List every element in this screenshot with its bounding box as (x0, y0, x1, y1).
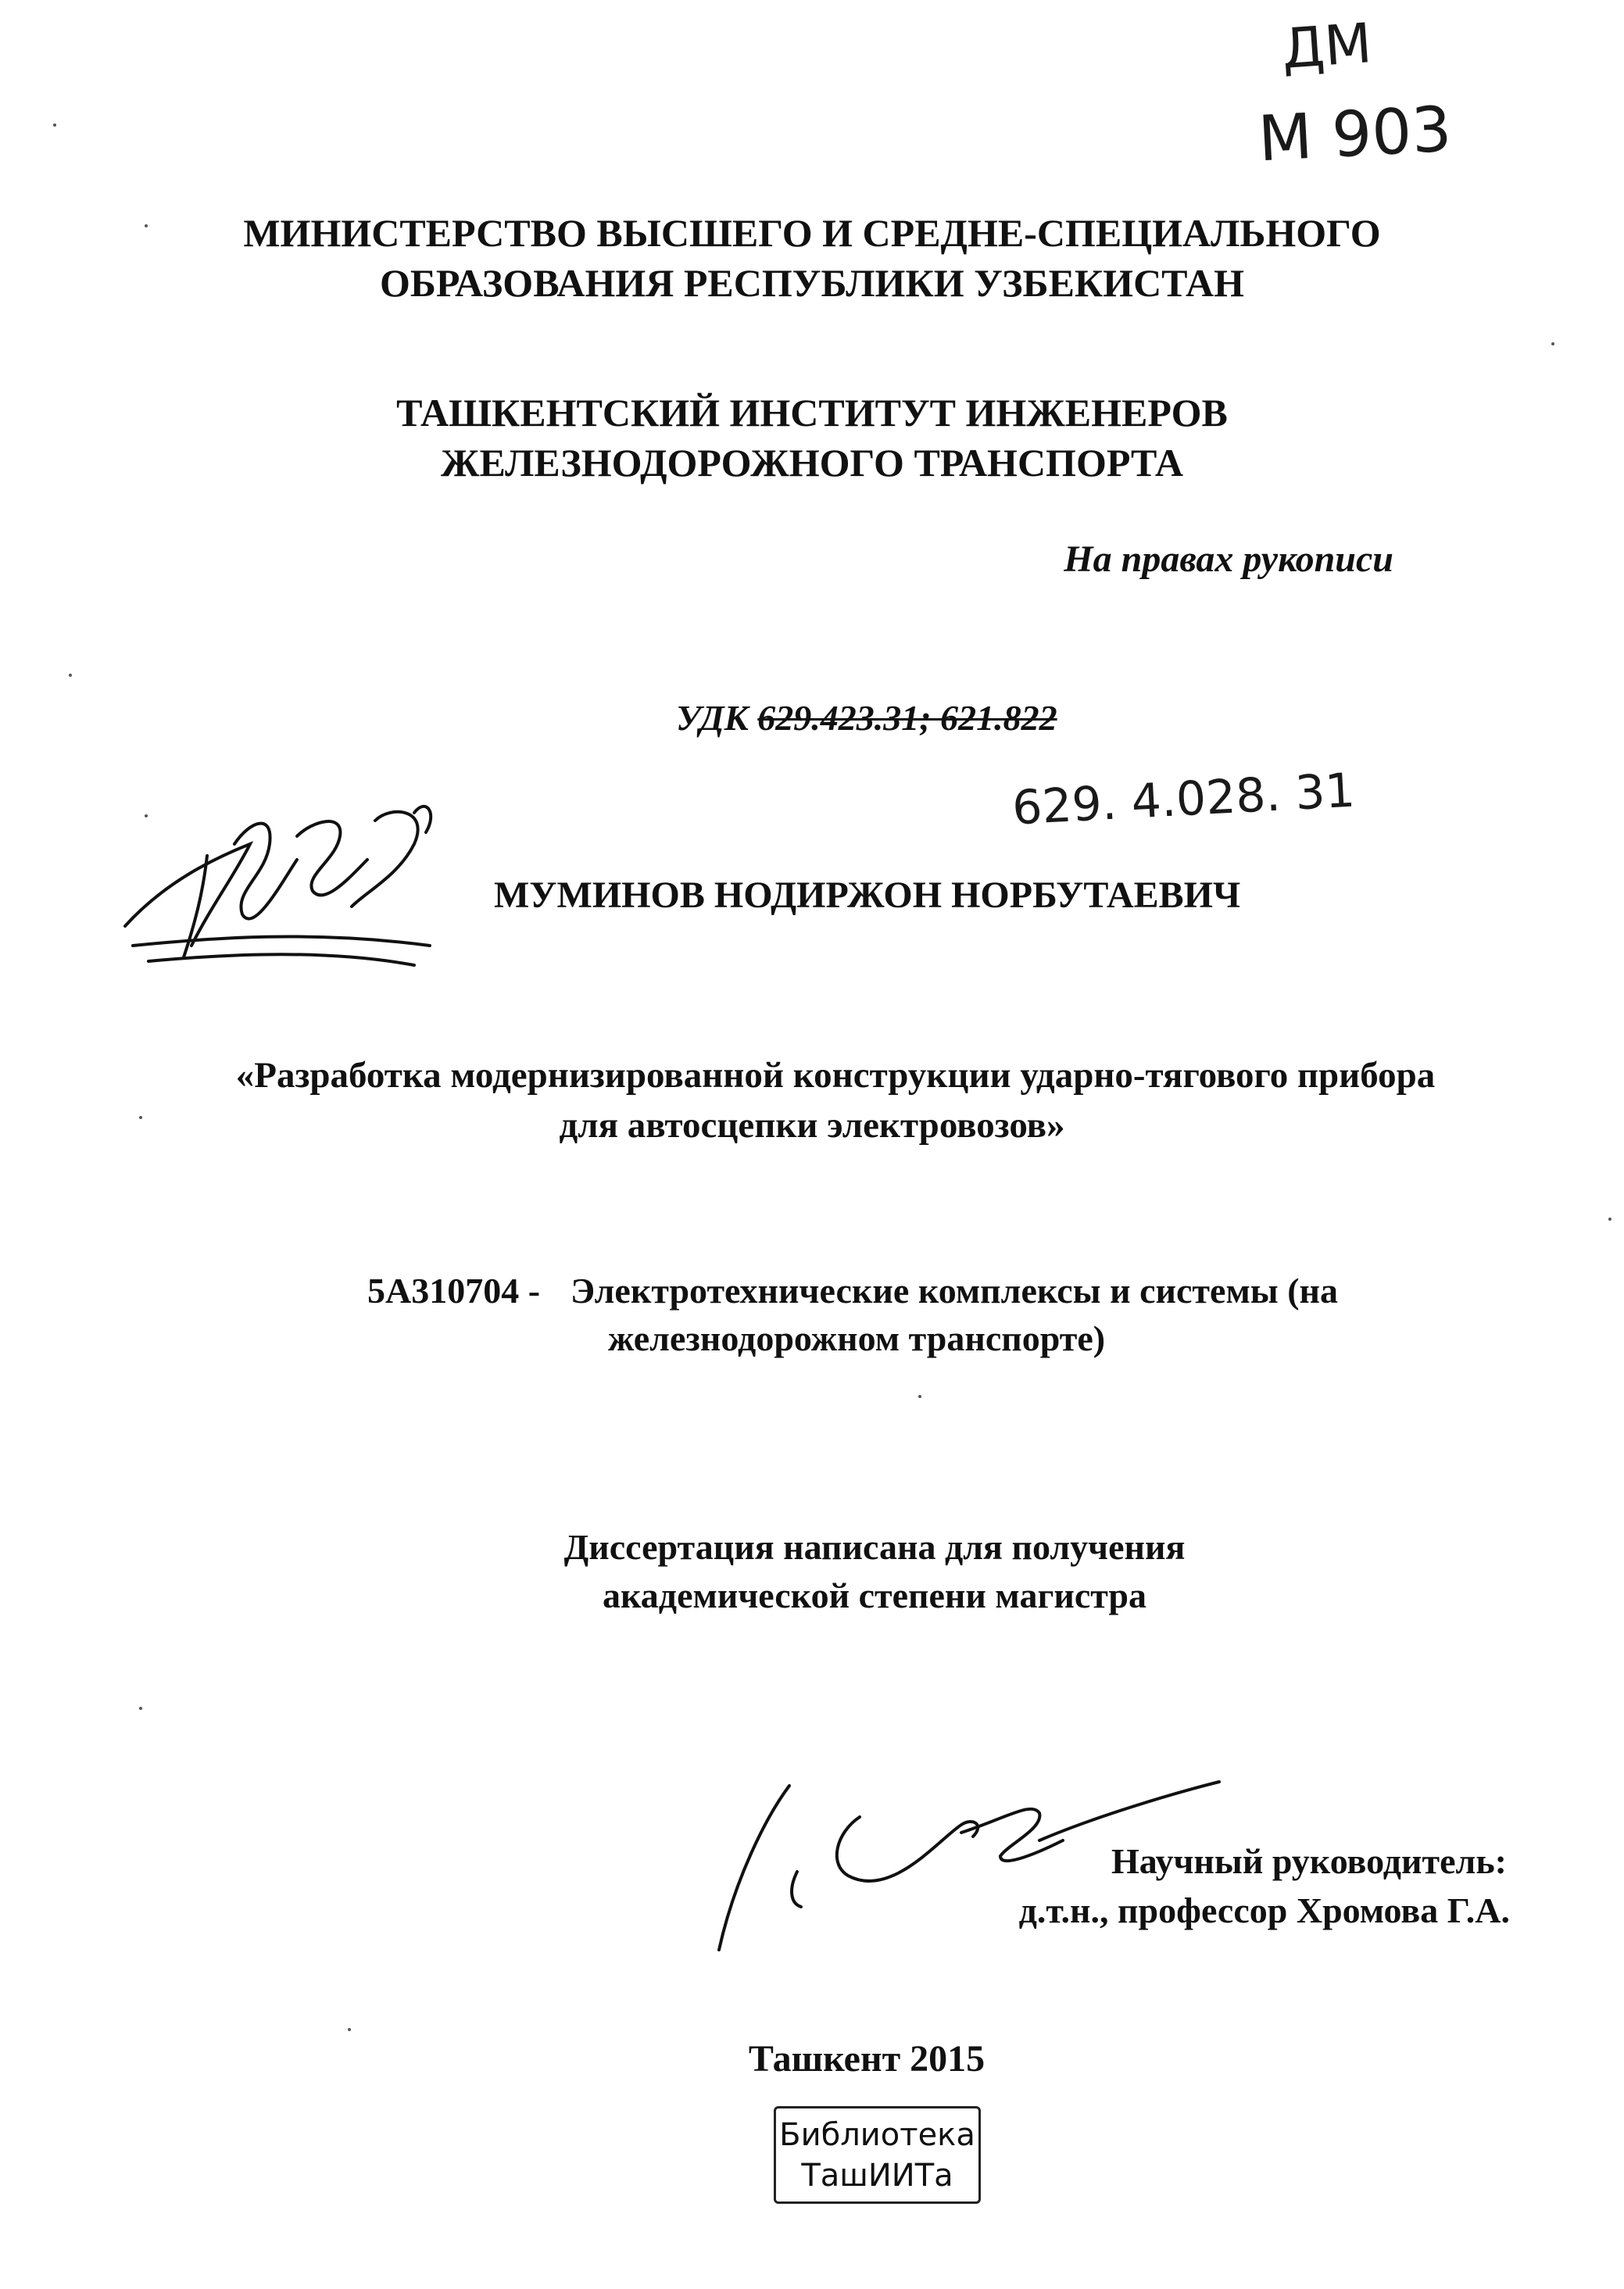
advisor-label: Научный руководитель: (1111, 1841, 1507, 1881)
scan-speck (69, 674, 72, 677)
specialty-code: 5А310704 - (367, 1271, 541, 1311)
advisor-name: д.т.н., профессор Хромова Г.А. (1018, 1890, 1510, 1930)
scan-speck (139, 1707, 142, 1710)
ministry-line-1: МИНИСТЕРСТВО ВЫСШЕГО И СРЕДНЕ-СПЕЦИАЛЬНОГО (243, 211, 1381, 255)
specialty-line-2: железнодорожном транспорте) (608, 1318, 1106, 1358)
scan-speck (1551, 342, 1554, 345)
scan-speck (145, 814, 148, 817)
thesis-title-line-1: «Разработка модернизированной конструкции ударно-тягового прибора (235, 1055, 1436, 1096)
library-stamp (774, 2106, 981, 2204)
library-stamp-line-1: Библиотека (779, 2117, 975, 2153)
thesis-title-line-2: для автосцепки электровозов» (559, 1105, 1065, 1146)
handwritten-archive-number: М 903 (1256, 92, 1454, 176)
scan-speck (918, 1395, 921, 1398)
institute-line-2: ЖЕЛЕЗНОДОРОЖНОГО ТРАНСПОРТА (441, 441, 1183, 485)
degree-line-2: академической степени магистра (603, 1575, 1146, 1615)
udk-struck-value: 629.423.31; 621.822 (757, 698, 1057, 738)
institute-line-1: ТАШКЕНТСКИЙ ИНСТИТУТ ИНЖЕНЕРОВ (396, 391, 1228, 435)
udk-prefix: УДК (676, 698, 749, 738)
author-name: МУМИНОВ НОДИРЖОН НОРБУТАЕВИЧ (494, 874, 1241, 916)
handwritten-archive-code: ДМ (1279, 11, 1374, 81)
library-stamp-line-2: ТашИИТа (801, 2158, 953, 2194)
scan-speck (1608, 1218, 1611, 1221)
udk-handwritten-value: 629. 4.028. 31 (1011, 763, 1357, 836)
city-year: Ташкент 2015 (748, 2038, 985, 2080)
specialty-line-1: Электротехнические комплексы и системы (на (571, 1271, 1339, 1311)
manuscript-note: На правах рукописи (1064, 538, 1393, 580)
scan-speck (348, 2028, 351, 2031)
scan-speck (145, 224, 148, 227)
scan-speck (139, 1116, 142, 1119)
author-signature (117, 789, 461, 977)
udk-line (676, 697, 1057, 739)
scan-speck (53, 123, 56, 127)
ministry-line-2: ОБРАЗОВАНИЯ РЕСПУБЛИКИ УЗБЕКИСТАН (379, 261, 1245, 305)
degree-line-1: Диссертация написана для получения (563, 1527, 1186, 1567)
